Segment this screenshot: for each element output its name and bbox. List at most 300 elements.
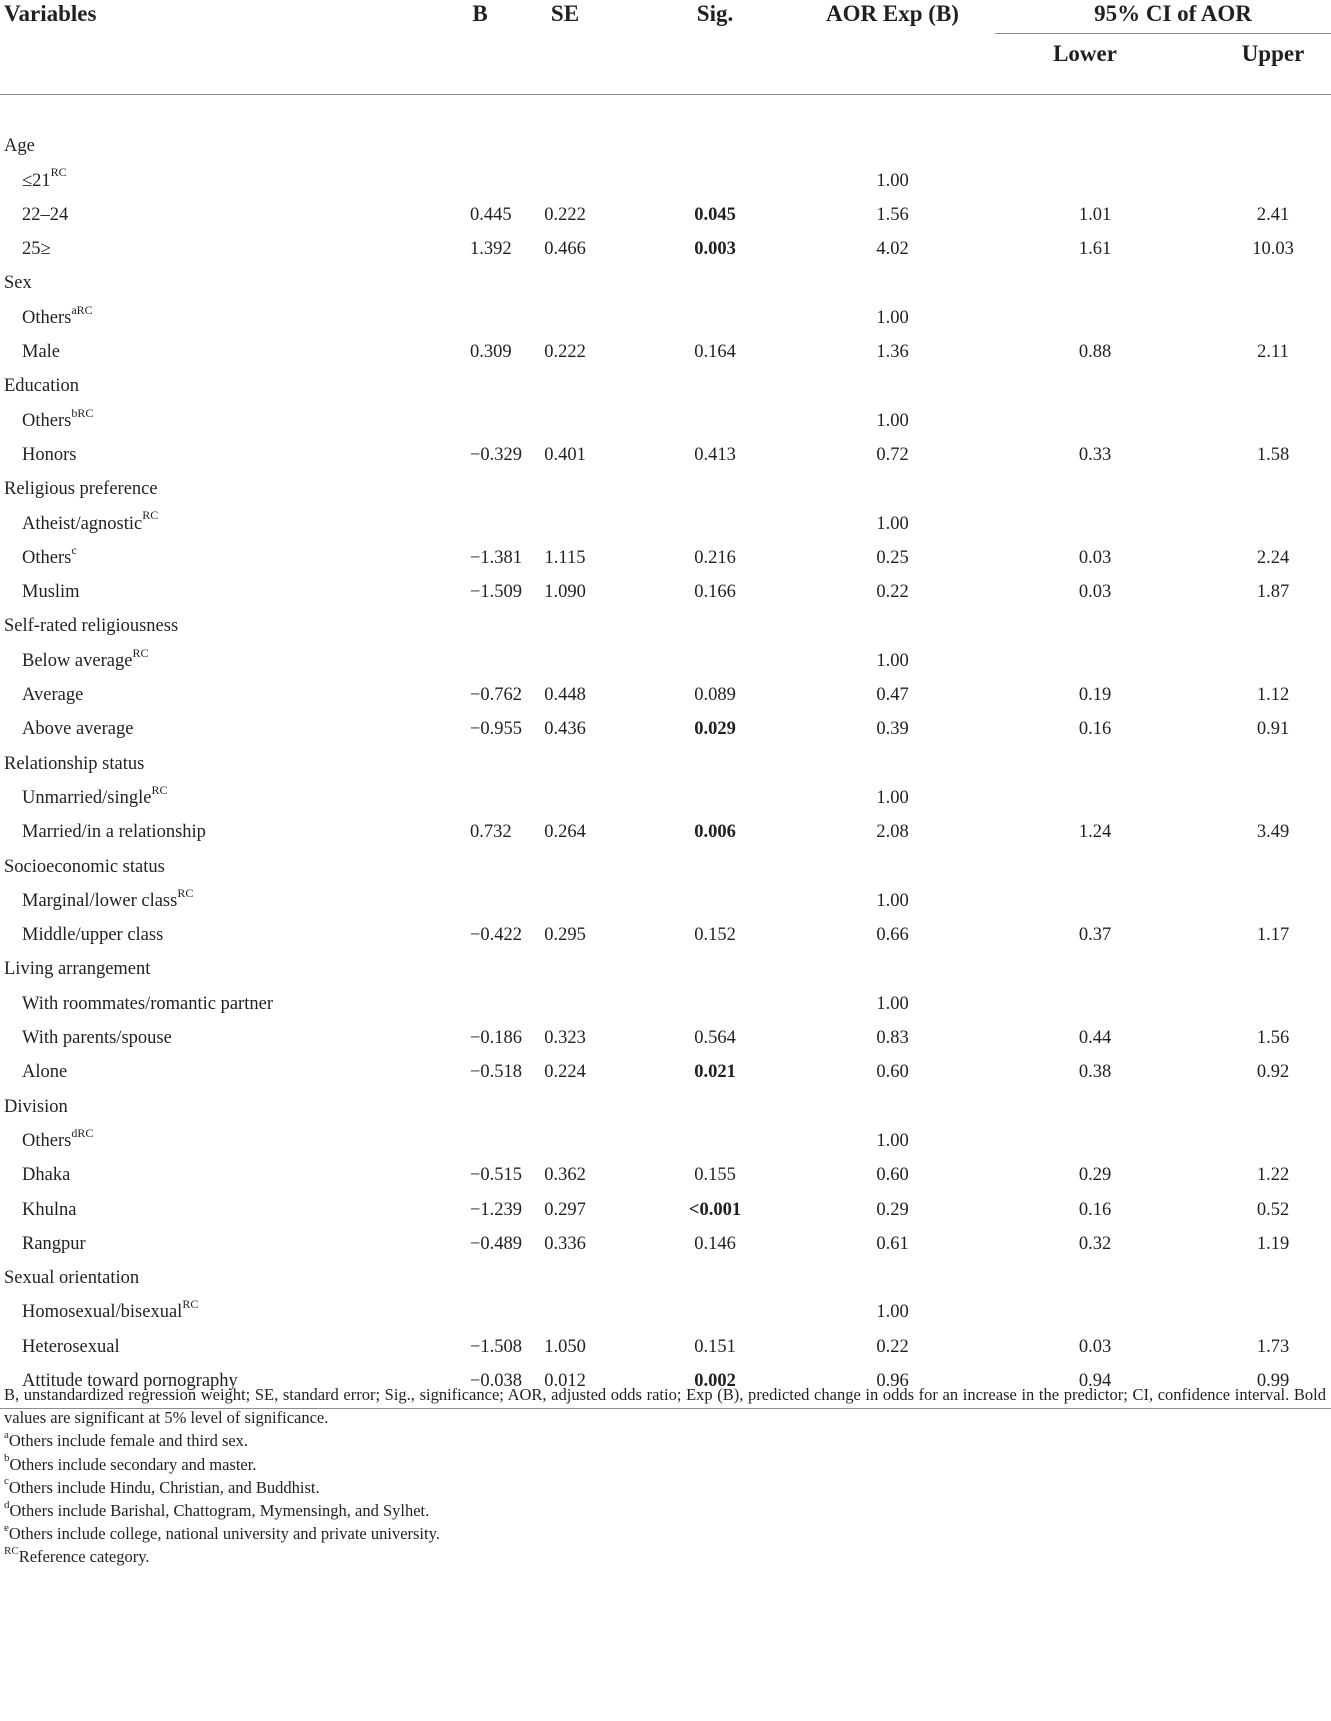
variable-label-cell	[0, 1055, 380, 1089]
variable-label-cell	[0, 918, 380, 952]
table-row	[0, 1124, 1331, 1158]
ci-lower-value: 1.61	[1078, 239, 1112, 260]
variable-label: Average	[22, 685, 84, 706]
sig-value: 0.413	[694, 444, 736, 465]
ci-upper-value	[1175, 644, 1331, 678]
b-value	[380, 164, 490, 198]
sig-value: 0.029	[694, 719, 736, 740]
footnote-mark: d	[4, 1498, 10, 1511]
aor-value: 1.00	[876, 307, 909, 328]
table-row	[0, 541, 1331, 575]
sig-value: 0.146	[694, 1233, 736, 1254]
category-label: Sexual orientation	[4, 1268, 140, 1289]
variable-label-cell	[0, 438, 380, 472]
variable-label: Khulna	[22, 1199, 77, 1220]
ci-upper-value: 1.19	[1256, 1233, 1290, 1254]
footnote	[4, 1429, 1326, 1452]
se-value	[490, 781, 640, 815]
b-value: −0.329	[470, 444, 523, 465]
variable-label: Marginal/lower class	[22, 890, 178, 911]
sig-value	[640, 164, 790, 198]
aor-value: 1.00	[876, 650, 909, 671]
variable-label: Unmarried/single	[22, 787, 152, 808]
category-row	[0, 472, 1331, 506]
variable-label: Others	[22, 307, 72, 328]
variable-label: Rangpur	[22, 1233, 86, 1254]
se-value: 1.050	[544, 1336, 586, 1357]
ci-upper-value: 1.12	[1256, 685, 1290, 706]
table-row	[0, 1158, 1331, 1192]
footnote-list	[4, 1429, 1326, 1568]
footnote-mark: a	[4, 1428, 9, 1441]
header-ci: 95% CI of AOR	[995, 0, 1331, 34]
variable-label: Above average	[22, 719, 134, 740]
sig-value: 0.216	[694, 547, 736, 568]
table-row	[0, 404, 1331, 438]
category-label: Self-rated religiousness	[4, 616, 179, 637]
se-value	[490, 884, 640, 918]
ci-lower-value	[995, 644, 1175, 678]
ci-upper-value	[1175, 1124, 1331, 1158]
aor-value: 0.39	[876, 719, 909, 740]
header-aor: AOR Exp (B)	[826, 1, 959, 26]
footnote-mark: c	[4, 1475, 9, 1488]
variable-label: With roommates/romantic partner	[22, 993, 273, 1014]
b-value: −0.186	[470, 1028, 523, 1049]
ci-lower-value	[995, 1295, 1175, 1329]
ci-lower-value: 0.29	[1078, 1165, 1112, 1186]
table-row	[0, 232, 1331, 266]
ci-upper-value: 0.91	[1256, 719, 1290, 740]
variable-label: Atheist/agnostic	[22, 513, 143, 534]
ci-lower-value	[995, 507, 1175, 541]
aor-value: 1.00	[876, 170, 909, 191]
ci-lower-value: 0.94	[1078, 1370, 1112, 1391]
footnote-marker: bRC	[71, 405, 94, 420]
ci-lower-value: 0.38	[1078, 1062, 1112, 1083]
aor-value: 1.00	[876, 513, 909, 534]
footnote-mark: e	[4, 1521, 9, 1534]
footnote-text: Reference category.	[18, 1547, 150, 1567]
se-value: 0.224	[544, 1062, 586, 1083]
ci-upper-value: 1.87	[1256, 582, 1290, 603]
variable-label-cell	[0, 404, 380, 438]
ci-lower-value: 0.32	[1078, 1233, 1112, 1254]
ci-upper-value	[1175, 404, 1331, 438]
aor-value: 2.08	[876, 822, 909, 843]
table-row	[0, 438, 1331, 472]
variable-label: Muslim	[22, 582, 80, 603]
ci-lower-value: 0.16	[1078, 719, 1112, 740]
sig-value	[640, 404, 790, 438]
category-label: Division	[4, 1096, 68, 1117]
footnote-mark: RC	[4, 1544, 19, 1557]
table-row	[0, 781, 1331, 815]
ci-lower-value	[995, 884, 1175, 918]
se-value: 0.323	[544, 1028, 586, 1049]
sig-value: 0.089	[694, 685, 736, 706]
variable-label: Others	[22, 547, 72, 568]
footnote	[4, 1545, 1326, 1568]
variable-label: Male	[22, 342, 61, 363]
table-row	[0, 1295, 1331, 1329]
ci-lower-value	[995, 164, 1175, 198]
ci-upper-value: 10.03	[1252, 239, 1294, 260]
variable-label: Honors	[22, 444, 77, 465]
variable-label-cell	[0, 1330, 380, 1364]
b-value: −0.518	[470, 1062, 523, 1083]
aor-value: 1.56	[876, 204, 909, 225]
table-row	[0, 712, 1331, 746]
footnote	[4, 1453, 1326, 1476]
b-value: −0.489	[470, 1233, 523, 1254]
aor-value: 0.60	[876, 1165, 909, 1186]
category-row	[0, 129, 1331, 163]
footnote	[4, 1499, 1326, 1522]
table-row	[0, 164, 1331, 198]
se-value: 0.012	[544, 1370, 586, 1391]
category-label: Relationship status	[4, 753, 145, 774]
variable-label-cell	[0, 644, 380, 678]
b-value	[380, 781, 490, 815]
variable-label: Attitude toward pornography	[22, 1370, 238, 1391]
variable-label-cell	[0, 1227, 380, 1261]
table-body	[0, 95, 1331, 1409]
footnote-text: Others include Hindu, Christian, and Buddhist.	[8, 1477, 320, 1497]
sig-value: 0.152	[694, 925, 736, 946]
ci-lower-value: 0.33	[1078, 444, 1112, 465]
sig-value: 0.021	[694, 1062, 736, 1083]
ci-upper-value	[1175, 987, 1331, 1021]
table-row	[0, 1021, 1331, 1055]
aor-value: 1.00	[876, 1130, 909, 1151]
table-row	[0, 575, 1331, 609]
ci-lower-value: 0.44	[1078, 1028, 1112, 1049]
footnote-text: Others include college, national university and private university.	[8, 1524, 440, 1544]
variable-label: With parents/spouse	[22, 1028, 172, 1049]
sig-value: 0.564	[694, 1028, 736, 1049]
table-header	[0, 0, 1331, 95]
ci-lower-value: 0.03	[1078, 547, 1112, 568]
footnote	[4, 1522, 1326, 1545]
sig-value	[640, 1124, 790, 1158]
b-value: −1.508	[470, 1336, 523, 1357]
aor-value: 1.00	[876, 787, 909, 808]
category-row	[0, 609, 1331, 643]
category-row	[0, 266, 1331, 300]
se-value: 1.115	[544, 547, 586, 568]
ci-upper-value: 1.73	[1256, 1336, 1290, 1357]
ci-upper-value: 0.99	[1256, 1370, 1290, 1391]
ci-upper-value: 1.56	[1256, 1028, 1290, 1049]
sig-value: 0.164	[694, 342, 736, 363]
b-value: 0.732	[470, 822, 512, 843]
variable-label-cell	[0, 164, 380, 198]
se-value: 0.336	[544, 1233, 586, 1254]
table-row	[0, 507, 1331, 541]
sig-value	[640, 507, 790, 541]
ci-upper-value: 2.41	[1256, 204, 1290, 225]
ci-lower-value	[995, 1124, 1175, 1158]
ci-lower-value	[995, 781, 1175, 815]
se-value: 0.436	[544, 719, 586, 740]
category-row	[0, 369, 1331, 403]
footnote-marker: RC	[177, 885, 194, 900]
table-row	[0, 644, 1331, 678]
ci-lower-value: 0.03	[1078, 582, 1112, 603]
b-value: −0.762	[470, 685, 523, 706]
b-value: −0.422	[470, 925, 523, 946]
aor-value: 0.83	[876, 1028, 909, 1049]
ci-lower-value: 0.37	[1078, 925, 1112, 946]
ci-upper-value	[1175, 884, 1331, 918]
b-value: −0.515	[470, 1165, 523, 1186]
table-row	[0, 884, 1331, 918]
se-value: 0.297	[544, 1199, 586, 1220]
table-notes	[4, 1383, 1326, 1569]
sig-value: 0.002	[694, 1370, 736, 1391]
header-b: B	[472, 1, 488, 26]
footnote-marker: aRC	[71, 302, 93, 317]
table-row	[0, 918, 1331, 952]
se-value	[490, 987, 640, 1021]
sig-value: 0.003	[694, 239, 736, 260]
sig-value	[640, 987, 790, 1021]
footnote-text: Others include female and third sex.	[8, 1431, 249, 1451]
b-value	[380, 644, 490, 678]
footnote-text: Others include secondary and master.	[9, 1454, 257, 1474]
variable-label: Others	[22, 1130, 72, 1151]
variable-label-cell	[0, 301, 380, 335]
b-value: 0.309	[470, 342, 512, 363]
ci-upper-value: 0.52	[1256, 1199, 1290, 1220]
b-value: 1.392	[470, 239, 512, 260]
sig-value: 0.006	[694, 822, 736, 843]
table-row	[0, 1227, 1331, 1261]
footnote-marker: RC	[50, 165, 67, 180]
table-row	[0, 301, 1331, 335]
se-value: 0.222	[544, 204, 586, 225]
ci-upper-value: 1.22	[1256, 1165, 1290, 1186]
table-row	[0, 1055, 1331, 1089]
footnote-marker: RC	[132, 645, 149, 660]
ci-lower-value	[995, 987, 1175, 1021]
footnote-marker: c	[71, 542, 77, 557]
se-value	[490, 644, 640, 678]
ci-lower-value: 0.88	[1078, 342, 1112, 363]
sig-value	[640, 301, 790, 335]
ci-upper-value: 0.92	[1256, 1062, 1290, 1083]
footnote-marker: RC	[151, 782, 168, 797]
b-value: 0.445	[470, 204, 512, 225]
b-value: −1.239	[470, 1199, 523, 1220]
variable-label: Homosexual/bisexual	[22, 1302, 183, 1323]
variable-label-cell	[0, 1158, 380, 1192]
variable-label: Alone	[22, 1062, 68, 1083]
aor-value: 0.29	[876, 1199, 909, 1220]
category-label: Religious preference	[4, 479, 158, 500]
ci-upper-value	[1175, 507, 1331, 541]
header-upper: Upper	[1241, 41, 1305, 66]
ci-upper-value: 1.58	[1256, 444, 1290, 465]
b-value	[380, 884, 490, 918]
footnote	[4, 1476, 1326, 1499]
se-value: 0.295	[544, 925, 586, 946]
category-row	[0, 850, 1331, 884]
ci-lower-value: 1.24	[1078, 822, 1112, 843]
b-value: −1.381	[470, 547, 523, 568]
sig-value	[640, 644, 790, 678]
se-value	[490, 301, 640, 335]
sig-value	[640, 884, 790, 918]
se-value: 0.466	[544, 239, 586, 260]
b-value	[380, 507, 490, 541]
category-row	[0, 747, 1331, 781]
b-value: −0.955	[470, 719, 523, 740]
ci-lower-value: 0.16	[1078, 1199, 1112, 1220]
sig-value: 0.151	[694, 1336, 736, 1357]
sig-value: 0.166	[694, 582, 736, 603]
footnote-mark: b	[4, 1452, 10, 1465]
table-row	[0, 1193, 1331, 1227]
variable-label-cell	[0, 335, 380, 369]
b-value	[380, 1295, 490, 1329]
variable-label-cell	[0, 198, 380, 232]
se-value: 0.448	[544, 685, 586, 706]
ci-upper-value	[1175, 301, 1331, 335]
variable-label-cell	[0, 1193, 380, 1227]
b-value	[380, 1124, 490, 1158]
aor-value: 1.36	[876, 342, 909, 363]
variable-label: Middle/upper class	[22, 925, 164, 946]
ci-upper-value: 3.49	[1256, 822, 1290, 843]
category-label: Socioeconomic status	[4, 856, 165, 877]
header-variables: Variables	[4, 1, 97, 26]
variable-label-cell	[0, 815, 380, 849]
table-row	[0, 678, 1331, 712]
aor-value: 1.00	[876, 890, 909, 911]
variable-label-cell	[0, 575, 380, 609]
sig-value: 0.045	[694, 204, 736, 225]
variable-label: Dhaka	[22, 1165, 71, 1186]
table-row	[0, 198, 1331, 232]
footnote-marker: dRC	[71, 1125, 94, 1140]
variable-label: ≤21	[22, 170, 51, 191]
variable-label: Below average	[22, 650, 133, 671]
ci-upper-value: 2.11	[1257, 342, 1289, 363]
table-row	[0, 335, 1331, 369]
variable-label-cell	[0, 507, 380, 541]
ci-upper-value	[1175, 781, 1331, 815]
se-value	[490, 1295, 640, 1329]
aor-value: 0.66	[876, 925, 909, 946]
variable-label-cell	[0, 1124, 380, 1158]
variable-label: Married/in a relationship	[22, 822, 206, 843]
sig-value	[640, 1295, 790, 1329]
variable-label-cell	[0, 712, 380, 746]
se-value	[490, 507, 640, 541]
variable-label: 22–24	[22, 204, 69, 225]
se-value	[490, 404, 640, 438]
ci-lower-value	[995, 404, 1175, 438]
ci-upper-value: 2.24	[1256, 547, 1290, 568]
b-value	[380, 987, 490, 1021]
variable-label: Others	[22, 410, 72, 431]
se-value: 1.090	[544, 582, 586, 603]
b-value: −0.038	[470, 1370, 523, 1391]
ci-upper-value	[1175, 164, 1331, 198]
aor-value: 0.22	[876, 582, 909, 603]
header-lower: Lower	[1053, 41, 1117, 66]
variable-label: Heterosexual	[22, 1336, 120, 1357]
footnote-marker: RC	[182, 1297, 199, 1312]
aor-value: 0.47	[876, 685, 909, 706]
aor-value: 0.96	[876, 1370, 909, 1391]
aor-value: 1.00	[876, 993, 909, 1014]
variable-label: 25≥	[22, 239, 51, 260]
aor-value: 1.00	[876, 1302, 909, 1323]
category-label: Sex	[4, 273, 32, 294]
category-row	[0, 1261, 1331, 1295]
variable-label-cell	[0, 884, 380, 918]
table-row	[0, 987, 1331, 1021]
category-label: Living arrangement	[4, 959, 151, 980]
ci-upper-value: 1.17	[1256, 925, 1290, 946]
aor-value: 0.25	[876, 547, 909, 568]
ci-upper-value	[1175, 1295, 1331, 1329]
se-value	[490, 1124, 640, 1158]
aor-value: 0.60	[876, 1062, 909, 1083]
b-value: −1.509	[470, 582, 523, 603]
category-row	[0, 1090, 1331, 1124]
category-label: Age	[4, 136, 35, 157]
sig-value: <0.001	[688, 1199, 742, 1220]
ci-lower-value: 0.19	[1078, 685, 1112, 706]
aor-value: 0.22	[876, 1336, 909, 1357]
sig-value: 0.155	[694, 1165, 736, 1186]
se-value: 0.222	[544, 342, 586, 363]
table-row	[0, 815, 1331, 849]
footnote-text: Others include Barishal, Chattogram, Mymensingh, and Sylhet.	[9, 1501, 430, 1521]
se-value: 0.362	[544, 1165, 586, 1186]
se-value	[490, 164, 640, 198]
aor-value: 0.61	[876, 1233, 909, 1254]
variable-label-cell	[0, 987, 380, 1021]
variable-label-cell	[0, 1021, 380, 1055]
ci-lower-value	[995, 301, 1175, 335]
sig-value	[640, 781, 790, 815]
se-value: 0.401	[544, 444, 586, 465]
header-sig: Sig.	[696, 1, 734, 26]
variable-label-cell	[0, 781, 380, 815]
variable-label-cell	[0, 1295, 380, 1329]
aor-value: 4.02	[876, 239, 909, 260]
ci-lower-value: 1.01	[1078, 204, 1112, 225]
b-value	[380, 301, 490, 335]
variable-label-cell	[0, 232, 380, 266]
footnote-marker: RC	[142, 508, 159, 523]
b-value	[380, 404, 490, 438]
table-legend: B, unstandardized regression weight; SE, standard error; Sig., significance; AOR, adjusted odds ratio; Exp (B), predicted change in odds for an increase in the predictor; CI, confidence interval. Bold values are significant at 5% level of significance.	[4, 1385, 1326, 1428]
category-label: Education	[4, 376, 80, 397]
ci-lower-value: 0.03	[1078, 1336, 1112, 1357]
aor-value: 1.00	[876, 410, 909, 431]
aor-value: 0.72	[876, 444, 909, 465]
variable-label-cell	[0, 541, 380, 575]
table-row	[0, 1330, 1331, 1364]
variable-label-cell	[0, 678, 380, 712]
header-se: SE	[550, 1, 580, 26]
